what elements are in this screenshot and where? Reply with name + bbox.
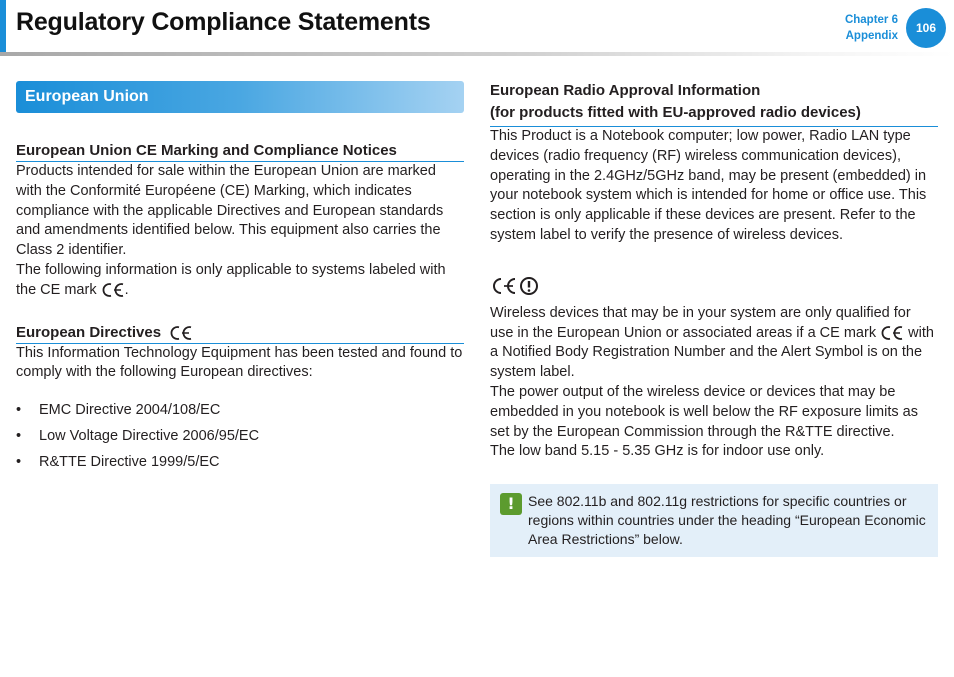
ce-mark-icon [494,279,515,293]
ce-mark-icon [880,325,904,341]
note-box [490,484,938,557]
directives-paragraph: This Information Technology Equipment has been tested and found to comply with the following European directives: [16,344,463,381]
radio-approval-paragraph: This Product is a Notebook computer; low power, Radio LAN type devices (radio frequency (RF) wireless communication devices), operating in the 2.4GHz/5GHz band, may be present (embedded) in your notebook system which is intended for home or office use. This section is only applicable if these devices are present. Refer to the system label to verify the presence of wireless devices. [490,128,927,243]
chapter-section: Appendix [845,30,898,42]
ce-applicability-text: The following information is only applicable to systems labeled with the CE mark [16,261,446,298]
list-item: • R&TTE Directive 1999/5/EC [16,452,464,472]
list-item: • EMC Directive 2004/108/EC [16,400,464,420]
ce-applicability-end: . [124,281,129,298]
ce-alert-mark [490,276,540,296]
wireless-qualification-text-a: Wireless devices that may be in your system are only qualified for use in the European Union or associated areas if a CE mark [490,304,911,341]
radio-approval-heading-line2: (for products fitted with EU-approved radio devices) [490,104,861,121]
ce-marking-heading: European Union CE Marking and Compliance Notices [16,142,464,162]
right-column [490,80,938,557]
page-title: Regulatory Compliance Statements [16,8,431,36]
wireless-qualification-text-b: with a Notified Body Registration Number and the Alert Symbol is on the system label. [490,324,934,381]
left-column [16,81,464,478]
note-text: See 802.11b and 802.11g restrictions for specific countries or regions within countries under the heading “European Economic Area Restrictions” below. [528,493,926,548]
alert-symbol-icon [521,278,537,294]
chapter-number: Chapter 6 [844,14,898,26]
chapter-label [845,12,898,44]
european-directives-heading-text: European Directives [16,323,162,341]
list-item: • Low Voltage Directive 2006/95/EC [16,426,464,446]
section-banner-european-union: European Union [16,81,464,113]
radio-approval-heading-line1: European Radio Approval Information [490,82,761,99]
wireless-qualification-paragraph [490,304,938,383]
power-output-paragraph: The power output of the wireless device or devices that may be embedded in you notebook is well below the RF exposure limits as set by the European Commission through the R&TTE directive. [490,383,918,440]
ce-marking-paragraph: Products intended for sale within the European Union are marked with the Conformité Européene (CE) Marking, which indicates compliance with the applicable Directives and European standards and amendments identified below. This equipment also carries the Class 2 identifier. [16,163,444,259]
exclamation-icon: ! [500,493,522,515]
page-number-badge: 106 [906,8,946,48]
radio-approval-heading [490,80,938,124]
header-accent-bar [0,0,6,52]
directives-list [16,400,464,472]
european-directives-heading [16,324,464,344]
ce-applicability-paragraph [16,261,464,301]
ce-mark-icon [101,282,125,298]
ce-mark-icon [168,325,194,341]
header-divider [0,52,954,56]
low-band-paragraph: The low band 5.15 - 5.35 GHz is for indoor use only. [490,443,825,460]
